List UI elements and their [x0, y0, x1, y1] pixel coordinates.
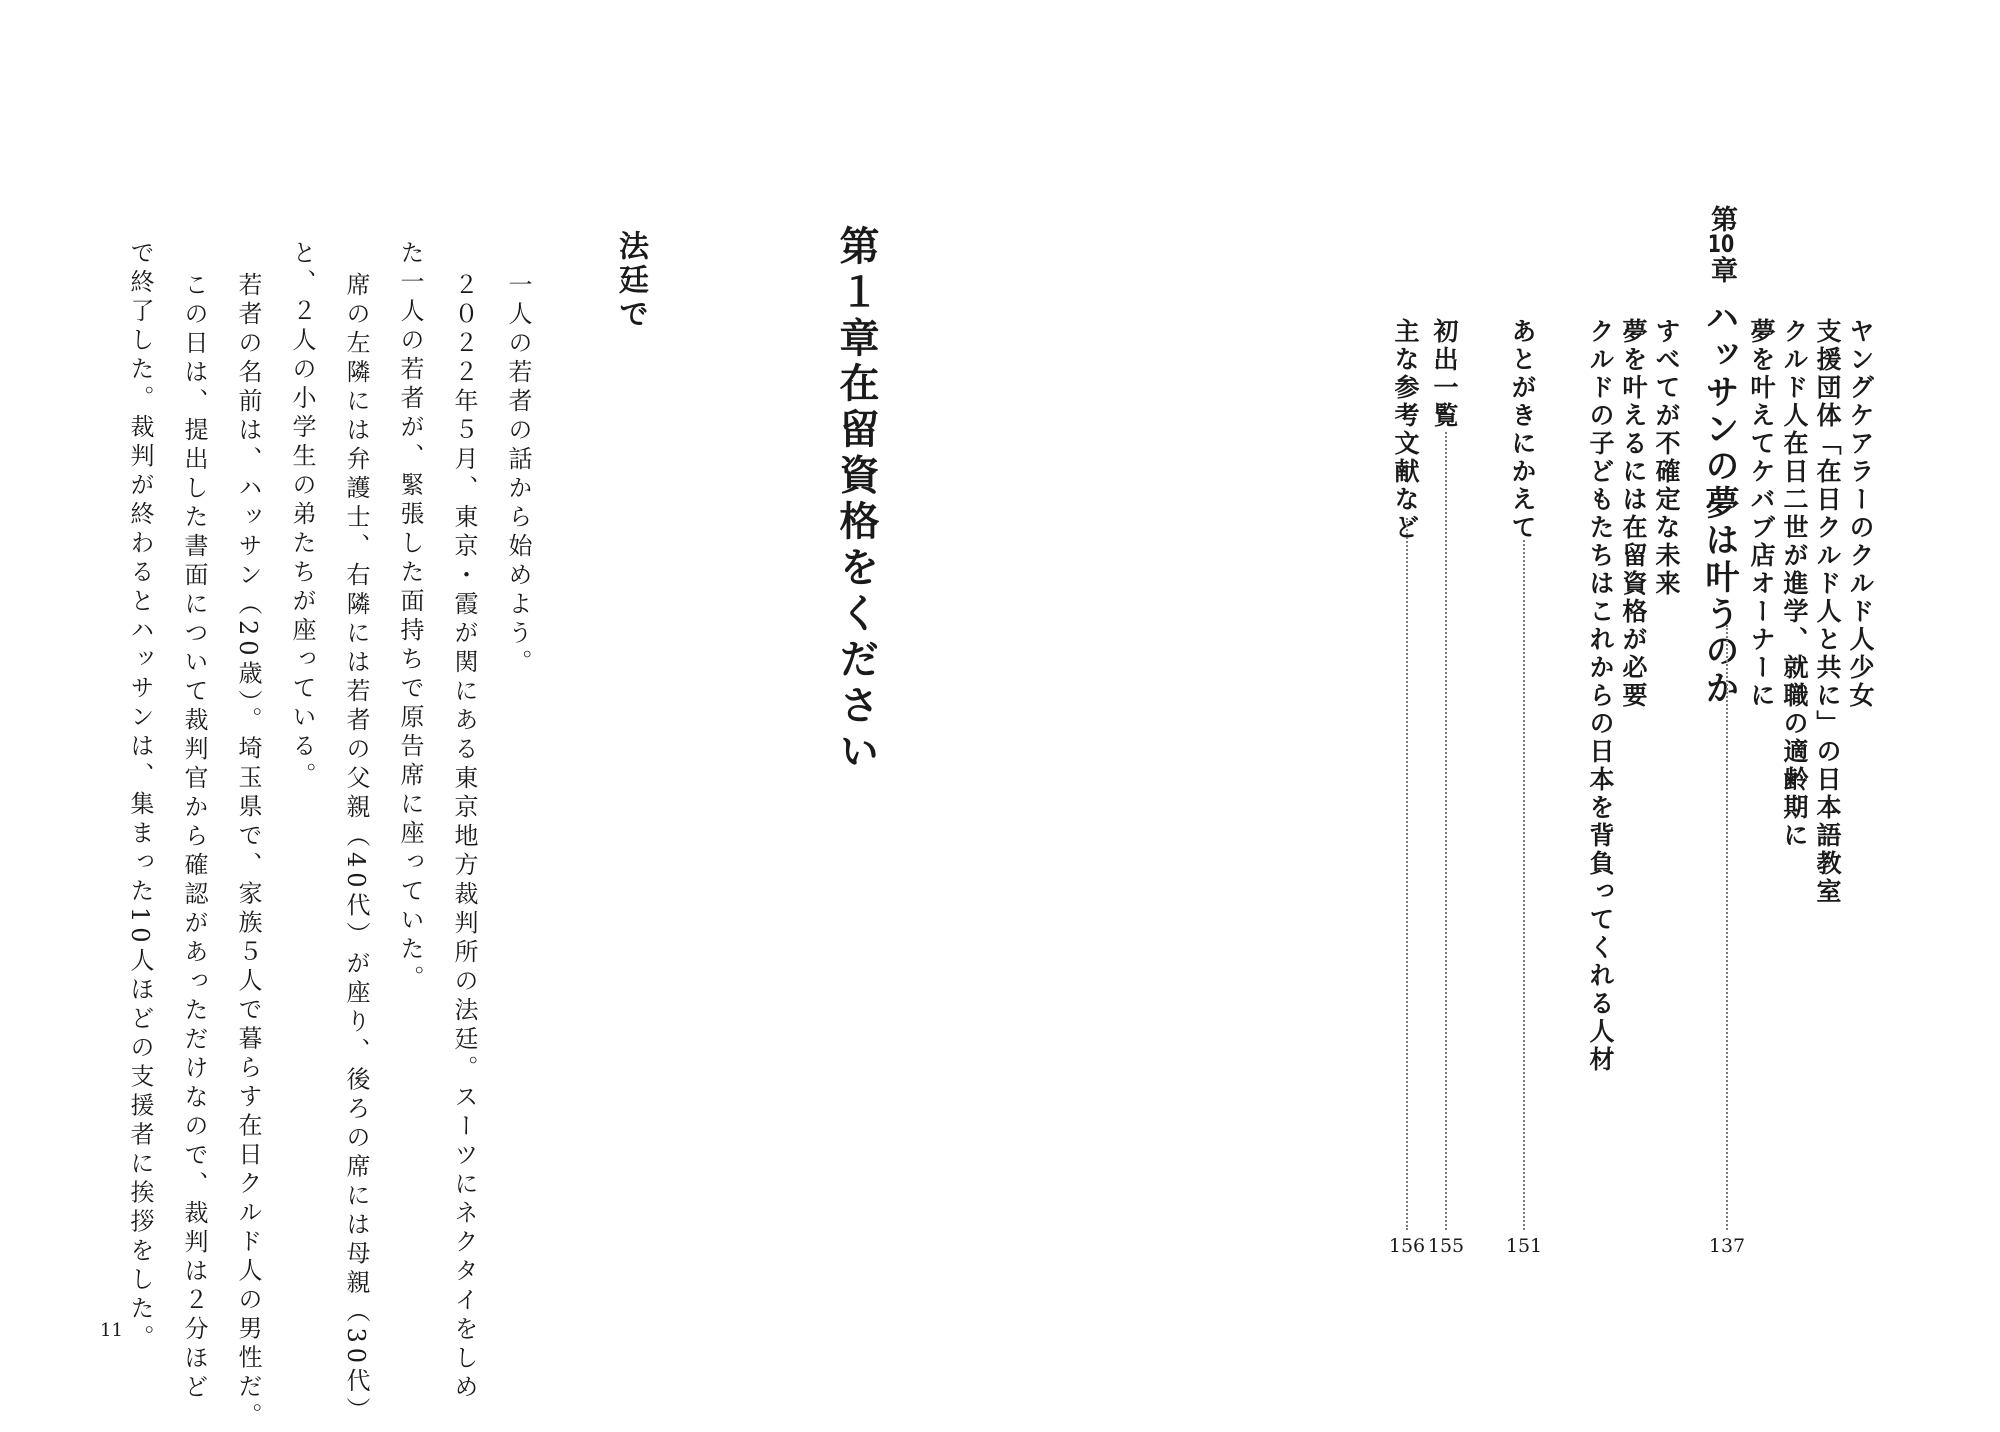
body-line: 若者の名前は、ハッサン（20歳）。埼玉県で、家族５人で暮らす在日クルド人の男性だ。 [234, 272, 262, 1432]
toc-sub-item: ヤングケアラーのクルド人少女 [1846, 318, 1875, 710]
chapter-title: 在留資格をください [833, 362, 879, 776]
chapter-heading: 第１章 [833, 225, 879, 363]
toc-sub-item: すべてが不確定な未来 [1652, 318, 1681, 598]
body-line: この日は、提出した書面について裁判官から確認があっただけなので、裁判は２分ほど [180, 272, 208, 1403]
toc-chapter-label [1708, 205, 1735, 283]
toc-leader-dots [1726, 625, 1728, 1230]
toc-chapter-label-suffix: 章 [1706, 256, 1737, 283]
toc-chapter-label-prefix: 第 [1706, 205, 1737, 232]
toc-sub-item: 夢を叶えるには在留資格が必要 [1619, 318, 1648, 710]
toc-chapter-title: ハッサンの夢は叶うのか [1699, 300, 1739, 707]
body-line: た一人の若者が、緊張した面持ちで原告席に座っていた。 [396, 240, 424, 994]
toc-page-number: 156 [1388, 1235, 1426, 1257]
page-number: 11 [100, 1320, 123, 1341]
toc-leader-dots [1445, 432, 1447, 1230]
toc-sub-item: 支援団体「在日クルド人と共に」の日本語教室 [1813, 318, 1842, 906]
body-line: で終了した。裁判が終わるとハッサンは、集まった10人ほどの支援者に挨拶をした。 [126, 240, 154, 1354]
body-line: ２０２２年５月、東京・霞が関にある東京地方裁判所の法廷。スーツにネクタイをしめ [450, 272, 478, 1403]
toc-page-number: 151 [1505, 1235, 1543, 1257]
toc-first-appearance-title: 初出一覧 [1430, 318, 1459, 430]
toc-sub-item: クルドの子どもたちはこれからの日本を背負ってくれる人材 [1586, 318, 1615, 1074]
toc-page-number: 155 [1427, 1235, 1465, 1257]
body-line: 席の左隣には弁護士、右隣には若者の父親（40代）が座り、後ろの席には母親（30代） [342, 272, 370, 1427]
body-line: と、２人の小学生の弟たちが座っている。 [288, 240, 316, 791]
toc-references-title: 主な参考文献など [1391, 318, 1420, 542]
toc-sub-item: クルド人在日二世が進学、就職の適齢期に [1780, 318, 1809, 850]
toc-leader-dots [1523, 540, 1525, 1230]
toc-sub-item: 夢を叶えてケバブ店オーナーに [1747, 318, 1776, 710]
toc-page-number: 137 [1708, 1235, 1746, 1257]
toc-chapter-label-number: 10 [1707, 232, 1735, 256]
body-line: 一人の若者の話から始めよう。 [504, 272, 532, 678]
section-heading: 法廷で [613, 230, 648, 332]
toc-leader-dots [1406, 518, 1408, 1230]
toc-afterword-title: あとがきにかえて [1508, 318, 1537, 542]
